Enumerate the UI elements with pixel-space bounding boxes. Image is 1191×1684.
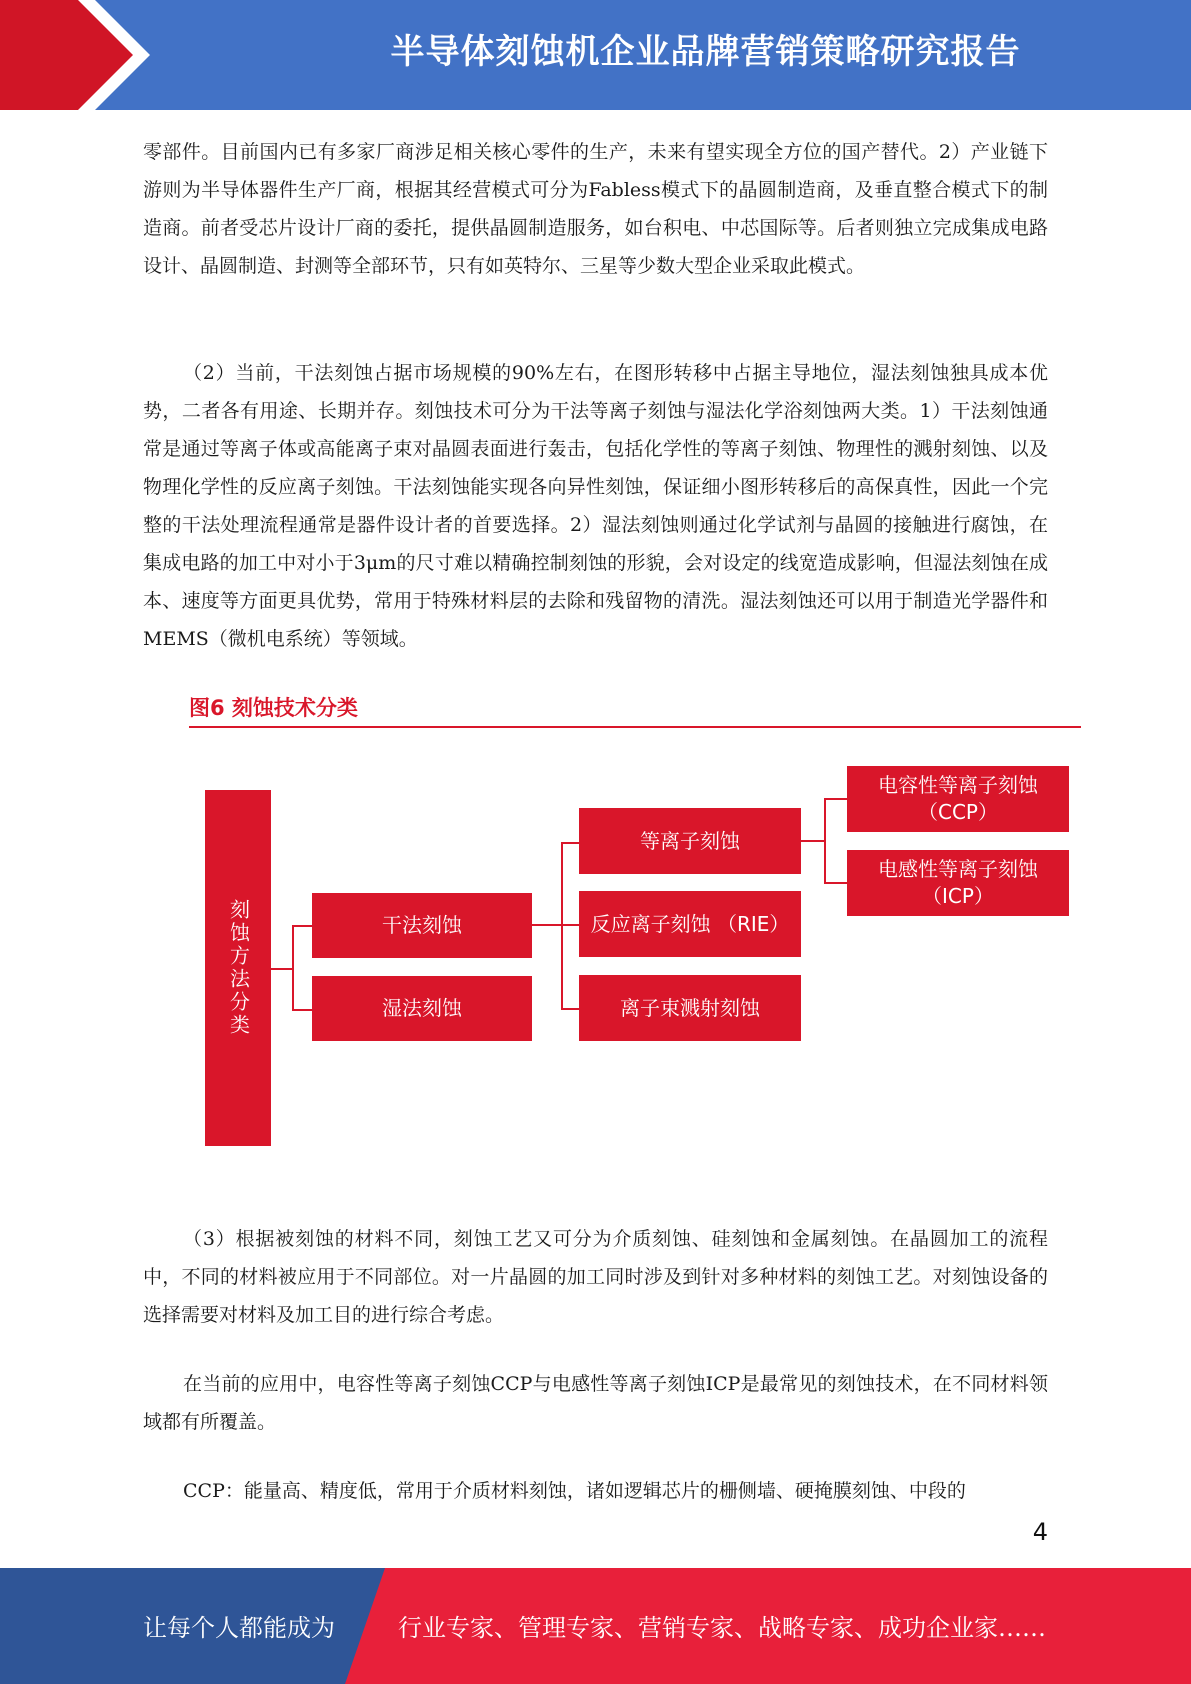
paragraph-text: （3）根据被刻蚀的材料不同，刻蚀工艺又可分为介质刻蚀、硅刻蚀和金属刻蚀。在晶圆加工的流程中，不同的材料被应用于不同部位。对一片晶圆的加工同时涉及到针对多种材料的刻蚀工艺。对刻蚀设备的选择需要对材料及加工目的进行综合考虑。 bbox=[143, 1228, 1048, 1326]
header-bar bbox=[0, 0, 1191, 110]
node-label: 反应离子刻蚀 （RIE） bbox=[590, 911, 790, 936]
connector bbox=[561, 842, 563, 1010]
connector bbox=[561, 842, 579, 844]
node-label-line1: 电感性等离子刻蚀 bbox=[878, 857, 1038, 881]
root-node bbox=[205, 790, 271, 1146]
connector bbox=[824, 798, 847, 800]
etching-classification-diagram bbox=[185, 688, 1081, 1176]
node-ion-beam-sputter bbox=[579, 975, 801, 1041]
node-label: 湿法刻蚀 bbox=[382, 996, 462, 1020]
connector bbox=[801, 840, 825, 842]
footer-slogan-right: 行业专家、管理专家、营销专家、战略专家、成功企业家…… bbox=[398, 1614, 1046, 1642]
paragraph-5 bbox=[143, 1472, 1048, 1510]
node-plasma-etching bbox=[579, 808, 801, 874]
connector bbox=[292, 1009, 312, 1011]
connector bbox=[561, 1008, 579, 1010]
node-icp bbox=[847, 850, 1069, 916]
connector bbox=[271, 968, 293, 970]
connector bbox=[561, 924, 579, 926]
paragraph-text: （2）当前，干法刻蚀占据市场规模的90%左右，在图形转移中占据主导地位，湿法刻蚀独具成本优势，二者各有用途、长期并存。刻蚀技术可分为干法等离子刻蚀与湿法化学浴刻蚀两大类。1）干法刻蚀通常是通过等离子体或高能离子束对晶圆表面进行轰击，包括化学性的等离子刻蚀、物理性的溅射刻蚀、以及物理化学性的反应离子刻蚀。干法刻蚀能实现各向异性刻蚀，保证细小图形转移后的高保真性，因此一个完整的干法处理流程通常是器件设计者的首要选择。2）湿法刻蚀则通过化学试剂与晶圆的接触进行腐蚀，在集成电路的加工中对小于3μm的尺寸难以精确控制刻蚀的形貌，会对设定的线宽造成影响，但湿法刻蚀在成本、速度等方面更具优势，常用于特殊材料层的去除和残留物的清洗。湿法刻蚀还可以用于制造光学器件和MEMS（微机电系统）等领域。 bbox=[143, 362, 1048, 650]
paragraph-text: CCP：能量高、精度低，常用于介质材料刻蚀，诸如逻辑芯片的栅侧墙、硬掩膜刻蚀、中段的 bbox=[183, 1480, 966, 1502]
connector bbox=[824, 882, 847, 884]
report-title: 半导体刻蚀机企业品牌营销策略研究报告 bbox=[390, 32, 1021, 72]
figure-title-rule bbox=[189, 726, 1081, 728]
paragraph-text: 零部件。目前国内已有多家厂商涉足相关核心零件的生产，未来有望实现全方位的国产替代。2）产业链下游则为半导体器件生产厂商，根据其经营模式可分为Fabless模式下的晶圆制造商，及垂直整合模式下的制造商。前者受芯片设计厂商的委托，提供晶圆制造服务，如台积电、中芯国际等。后者则独立完成集成电路设计、晶圆制造、封测等全部环节，只有如英特尔、三星等少数大型企业采取此模式。 bbox=[143, 141, 1048, 277]
node-label: 等离子刻蚀 bbox=[640, 828, 740, 853]
node-ccp bbox=[847, 766, 1069, 832]
node-dry-etching bbox=[312, 893, 532, 958]
page-number: 4 bbox=[1032, 1518, 1048, 1546]
connector bbox=[532, 924, 562, 926]
header-red-chevron bbox=[0, 0, 150, 110]
node-label-line1: 电容性等离子刻蚀 bbox=[878, 773, 1038, 797]
connector bbox=[292, 925, 312, 927]
paragraph-2 bbox=[143, 354, 1048, 658]
paragraph-4 bbox=[143, 1365, 1048, 1441]
figure-title: 图6 刻蚀技术分类 bbox=[189, 696, 358, 720]
paragraph-text: 在当前的应用中，电容性等离子刻蚀CCP与电感性等离子刻蚀ICP是最常见的刻蚀技术，在不同材料领域都有所覆盖。 bbox=[143, 1373, 1048, 1433]
footer-slogan-left: 让每个人都能成为 bbox=[143, 1614, 335, 1642]
paragraph-3 bbox=[143, 1220, 1048, 1334]
node-label: 离子束溅射刻蚀 bbox=[620, 995, 760, 1020]
node-label-line2: （CCP） bbox=[918, 800, 998, 824]
connector bbox=[824, 798, 826, 884]
node-label: 干法刻蚀 bbox=[382, 913, 462, 937]
root-node-label: 刻蚀方法分类 bbox=[226, 899, 251, 1037]
node-wet-etching bbox=[312, 976, 532, 1041]
paragraph-1 bbox=[143, 133, 1048, 285]
node-label-line2: （ICP） bbox=[922, 884, 994, 908]
node-rie bbox=[579, 891, 801, 957]
connector bbox=[292, 925, 294, 1011]
